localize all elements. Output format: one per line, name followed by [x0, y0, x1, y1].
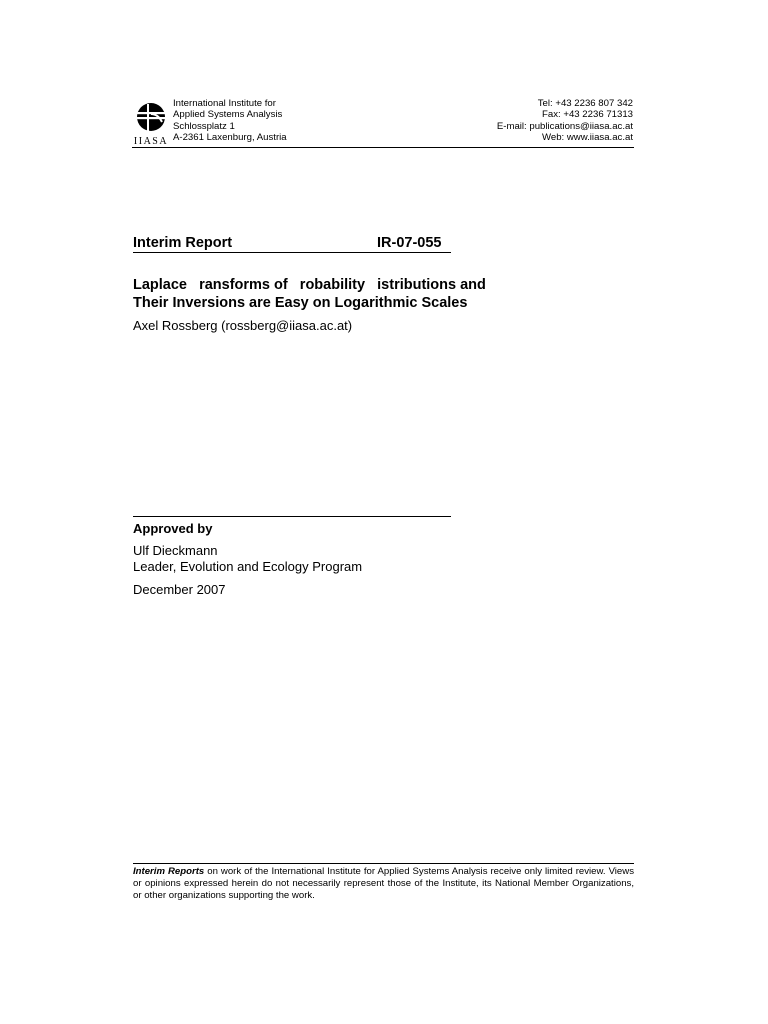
footer-disclaimer [133, 866, 634, 902]
report-number: IR-07-055 [377, 235, 442, 251]
document-title [133, 277, 553, 312]
title-line-1: Laplace ransforms of robability istributions and [133, 277, 486, 293]
footer-text: on work of the International Institute for Applied Systems Analysis receive only limited review. Views or opinions expressed herein do not necessarily represent those of the Institute, its National Member Organizations, or other organizations supporting the work. [133, 866, 634, 901]
report-date: December 2007 [133, 582, 226, 597]
address-line: A-2361 Laxenburg, Austria [173, 132, 287, 144]
approval-divider [133, 516, 451, 517]
contact-tel: Tel: +43 2236 807 342 [537, 98, 633, 109]
iiasa-logo [132, 100, 170, 146]
footer-emphasis: Interim Reports [133, 866, 205, 877]
contact-fax: Fax: +43 2236 71313 [542, 109, 633, 121]
address-line: Applied Systems Analysis [173, 109, 283, 121]
approver-role: Leader, Evolution and Ecology Program [133, 559, 363, 574]
author: Axel Rossberg (rossberg@iiasa.ac.at) [133, 318, 353, 333]
institute-address [173, 98, 287, 144]
footer-divider [133, 863, 634, 864]
report-divider [133, 252, 451, 253]
contact-email[interactable]: E-mail: publications@iiasa.ac.at [496, 120, 633, 132]
address-line: Schlossplatz 1 [173, 120, 235, 132]
contact-info [497, 98, 633, 144]
contact-web[interactable]: Web: www.iiasa.ac.at [542, 132, 633, 144]
logo-text: IIASA [133, 136, 169, 146]
report-type: Interim Report [133, 235, 233, 251]
header-divider [132, 147, 634, 148]
approver-name: Ulf Dieckmann [133, 543, 218, 558]
approved-by-label: Approved by [133, 521, 213, 536]
address-line: International Institute for [173, 98, 276, 109]
title-line-2: Their Inversions are Easy on Logarithmic Scales [133, 294, 468, 311]
